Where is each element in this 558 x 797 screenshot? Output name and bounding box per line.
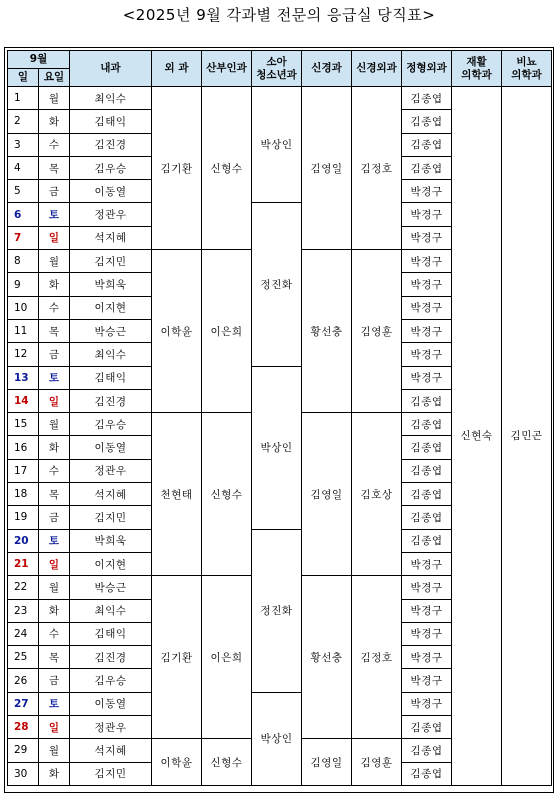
weekday-cell: 금	[39, 343, 70, 366]
day-cell: 13	[8, 366, 39, 389]
orthopedics-cell: 박경구	[402, 273, 452, 296]
day-cell: 11	[8, 319, 39, 342]
day-cell: 27	[8, 692, 39, 715]
weekday-cell: 목	[39, 319, 70, 342]
pediatrics-cell: 정진화	[252, 203, 302, 366]
day-header: 일	[8, 69, 39, 87]
orthopedics-cell: 김종엽	[402, 389, 452, 412]
weekday-cell: 토	[39, 529, 70, 552]
page-title: <2025년 9월 각과별 전문의 응급실 당직표>	[122, 6, 436, 24]
day-cell: 9	[8, 273, 39, 296]
orthopedics-header: 정형외과	[402, 51, 452, 87]
pediatrics-cell: 박상인	[252, 366, 302, 529]
rehab-header	[452, 51, 502, 87]
day-cell: 24	[8, 622, 39, 645]
day-cell: 14	[8, 389, 39, 412]
internal-cell: 석지혜	[70, 483, 152, 506]
day-cell: 19	[8, 506, 39, 529]
internal-cell: 이동열	[70, 436, 152, 459]
weekday-cell: 월	[39, 250, 70, 273]
weekday-cell: 수	[39, 622, 70, 645]
duty-schedule-table	[7, 50, 552, 786]
internal-cell: 김태익	[70, 622, 152, 645]
weekday-cell: 토	[39, 366, 70, 389]
day-cell: 7	[8, 226, 39, 249]
weekday-cell: 화	[39, 599, 70, 622]
internal-cell: 박희욱	[70, 273, 152, 296]
neurology-cell: 김영일	[302, 413, 352, 576]
obgyn-cell: 신형수	[202, 87, 252, 250]
table-row	[8, 87, 552, 110]
urology-header-line2: 의학과	[511, 68, 542, 81]
neurology-cell: 김영일	[302, 87, 352, 250]
neurosurgery-cell: 김영훈	[352, 250, 402, 413]
orthopedics-cell: 박경구	[402, 250, 452, 273]
internal-cell: 최익수	[70, 599, 152, 622]
surgery-cell: 김기환	[152, 576, 202, 739]
urology-header	[502, 51, 552, 87]
weekday-cell: 금	[39, 180, 70, 203]
internal-cell: 김우승	[70, 156, 152, 179]
surgery-cell: 이학윤	[152, 250, 202, 413]
internal-cell: 이동열	[70, 692, 152, 715]
internal-cell: 김우승	[70, 669, 152, 692]
weekday-cell: 목	[39, 156, 70, 179]
rehab-header-line1: 재활	[466, 56, 487, 69]
orthopedics-cell: 김종엽	[402, 483, 452, 506]
urology-cell: 김민곤	[502, 87, 552, 786]
day-cell: 16	[8, 436, 39, 459]
weekday-cell: 금	[39, 506, 70, 529]
day-cell: 15	[8, 413, 39, 436]
surgery-cell: 이학윤	[152, 739, 202, 786]
weekday-cell: 목	[39, 646, 70, 669]
orthopedics-cell: 김종엽	[402, 133, 452, 156]
neurosurgery-cell: 김정호	[352, 87, 402, 250]
obgyn-cell: 신형수	[202, 739, 252, 786]
internal-cell: 김진경	[70, 133, 152, 156]
obgyn-cell: 이은희	[202, 576, 252, 739]
obgyn-header: 산부인과	[202, 51, 252, 87]
orthopedics-cell: 김종엽	[402, 110, 452, 133]
day-cell: 3	[8, 133, 39, 156]
orthopedics-cell: 박경구	[402, 296, 452, 319]
weekday-cell: 월	[39, 739, 70, 762]
orthopedics-cell: 박경구	[402, 646, 452, 669]
orthopedics-cell: 박경구	[402, 692, 452, 715]
weekday-cell: 토	[39, 203, 70, 226]
day-cell: 8	[8, 250, 39, 273]
obgyn-cell: 이은희	[202, 250, 252, 413]
orthopedics-cell: 박경구	[402, 203, 452, 226]
day-cell: 5	[8, 180, 39, 203]
urology-header-line1: 비뇨	[516, 56, 537, 69]
neurology-cell: 황선충	[302, 576, 352, 739]
day-cell: 22	[8, 576, 39, 599]
orthopedics-cell: 박경구	[402, 366, 452, 389]
neurosurgery-header: 신경외과	[352, 51, 402, 87]
weekday-cell: 화	[39, 762, 70, 785]
weekday-cell: 목	[39, 483, 70, 506]
weekday-cell: 금	[39, 669, 70, 692]
rehab-cell: 신현숙	[452, 87, 502, 786]
internal-cell: 김지민	[70, 250, 152, 273]
orthopedics-cell: 김종엽	[402, 87, 452, 110]
day-cell: 23	[8, 599, 39, 622]
orthopedics-cell: 김종엽	[402, 413, 452, 436]
pediatrics-header-line1: 소아	[266, 56, 287, 69]
neurosurgery-cell: 김정호	[352, 576, 402, 739]
orthopedics-cell: 박경구	[402, 552, 452, 575]
day-cell: 20	[8, 529, 39, 552]
neurology-header: 신경과	[302, 51, 352, 87]
orthopedics-cell: 김종엽	[402, 436, 452, 459]
internal-cell: 최익수	[70, 87, 152, 110]
weekday-cell: 수	[39, 296, 70, 319]
orthopedics-cell: 김종엽	[402, 459, 452, 482]
weekday-cell: 수	[39, 133, 70, 156]
orthopedics-cell: 박경구	[402, 226, 452, 249]
internal-cell: 이지현	[70, 552, 152, 575]
internal-cell: 김지민	[70, 762, 152, 785]
internal-cell: 박승근	[70, 576, 152, 599]
pediatrics-header	[252, 51, 302, 87]
internal-cell: 석지혜	[70, 739, 152, 762]
orthopedics-cell: 김종엽	[402, 529, 452, 552]
day-cell: 18	[8, 483, 39, 506]
internal-cell: 이지현	[70, 296, 152, 319]
weekday-cell: 화	[39, 110, 70, 133]
orthopedics-cell: 김종엽	[402, 506, 452, 529]
pediatrics-header-line2: 청소년과	[256, 68, 297, 81]
pediatrics-cell: 박상인	[252, 692, 302, 785]
internal-cell: 박희욱	[70, 529, 152, 552]
neurosurgery-cell: 김호상	[352, 413, 402, 576]
orthopedics-cell: 김종엽	[402, 762, 452, 785]
weekday-cell: 월	[39, 413, 70, 436]
surgery-cell: 천현태	[152, 413, 202, 576]
rehab-header-line2: 의학과	[461, 68, 492, 81]
neurology-cell: 황선충	[302, 250, 352, 413]
month-header: 9월	[8, 51, 70, 69]
orthopedics-cell: 박경구	[402, 343, 452, 366]
day-cell: 29	[8, 739, 39, 762]
surgery-cell: 김기환	[152, 87, 202, 250]
pediatrics-cell: 박상인	[252, 87, 302, 203]
weekday-cell: 월	[39, 87, 70, 110]
day-cell: 2	[8, 110, 39, 133]
day-cell: 10	[8, 296, 39, 319]
orthopedics-cell: 박경구	[402, 669, 452, 692]
internal-cell: 박승근	[70, 319, 152, 342]
orthopedics-cell: 박경구	[402, 576, 452, 599]
internal-cell: 최익수	[70, 343, 152, 366]
day-cell: 6	[8, 203, 39, 226]
day-cell: 12	[8, 343, 39, 366]
day-cell: 1	[8, 87, 39, 110]
internal-cell: 정관우	[70, 459, 152, 482]
weekday-header: 요일	[39, 69, 70, 87]
weekday-cell: 수	[39, 459, 70, 482]
day-cell: 17	[8, 459, 39, 482]
internal-cell: 석지혜	[70, 226, 152, 249]
orthopedics-cell: 박경구	[402, 319, 452, 342]
internal-cell: 이동열	[70, 180, 152, 203]
internal-cell: 김태익	[70, 366, 152, 389]
orthopedics-cell: 김종엽	[402, 156, 452, 179]
orthopedics-cell: 박경구	[402, 599, 452, 622]
weekday-cell: 화	[39, 273, 70, 296]
obgyn-cell: 신형수	[202, 413, 252, 576]
internal-cell: 김지민	[70, 506, 152, 529]
weekday-cell: 일	[39, 552, 70, 575]
internal-cell: 김진경	[70, 389, 152, 412]
pediatrics-cell: 정진화	[252, 529, 302, 692]
neurology-cell: 김영일	[302, 739, 352, 786]
internal-cell: 정관우	[70, 716, 152, 739]
internal-cell: 정관우	[70, 203, 152, 226]
orthopedics-cell: 김종엽	[402, 739, 452, 762]
weekday-cell: 월	[39, 576, 70, 599]
weekday-cell: 일	[39, 389, 70, 412]
weekday-cell: 일	[39, 716, 70, 739]
internal-header: 내과	[70, 51, 152, 87]
schedule-frame	[4, 47, 554, 793]
surgery-header: 외 과	[152, 51, 202, 87]
day-cell: 26	[8, 669, 39, 692]
orthopedics-cell: 김종엽	[402, 716, 452, 739]
day-cell: 21	[8, 552, 39, 575]
day-cell: 25	[8, 646, 39, 669]
orthopedics-cell: 박경구	[402, 622, 452, 645]
internal-cell: 김진경	[70, 646, 152, 669]
neurosurgery-cell: 김영훈	[352, 739, 402, 786]
internal-cell: 김태익	[70, 110, 152, 133]
orthopedics-cell: 박경구	[402, 180, 452, 203]
weekday-cell: 일	[39, 226, 70, 249]
weekday-cell: 토	[39, 692, 70, 715]
day-cell: 4	[8, 156, 39, 179]
weekday-cell: 화	[39, 436, 70, 459]
day-cell: 28	[8, 716, 39, 739]
day-cell: 30	[8, 762, 39, 785]
internal-cell: 김우승	[70, 413, 152, 436]
schedule-body	[8, 87, 552, 786]
